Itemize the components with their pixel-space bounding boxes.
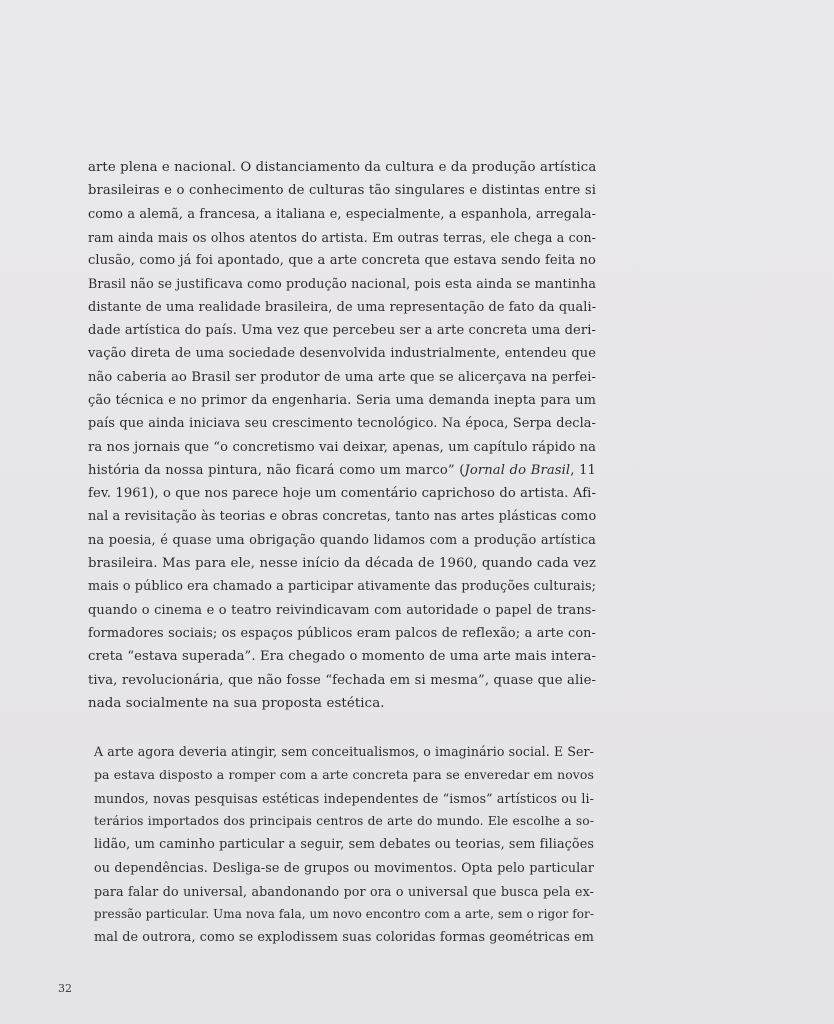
text-line: formadores sociais; os espaços públicos eram palcos de reflexão; a arte con-	[88, 625, 596, 641]
text-line: quando o cinema e o teatro reivindicavam com autoridade o papel de trans-	[88, 602, 596, 618]
text-line: vação direta de uma sociedade desenvolvida industrialmente, entendeu que	[88, 346, 596, 362]
line-text: história da nossa pintura, não ficará como um marco” (	[88, 462, 465, 478]
text-line: ra nos jornais que “o concretismo vai deixar, apenas, um capítulo rápido na	[88, 439, 596, 455]
text-line: fev. 1961), o que nos parece hoje um comentário caprichoso do artista. Afi-	[88, 486, 597, 502]
text-line: mundos, novas pesquisas estéticas independentes de “ismos” artísticos ou li-	[94, 790, 594, 806]
text-line: tiva, revolucionária, que não fosse “fechada em si mesma”, quase que alie-	[88, 672, 596, 688]
text-line: pressão particular. Uma nova fala, um novo encontro com a arte, sem o rigor for-	[94, 907, 594, 922]
text-line: creta “estava superada”. Era chegado o momento de uma arte mais intera-	[88, 649, 596, 665]
text-line: mal de outrora, como se explodissem suas coloridas formas geométricas em	[94, 930, 594, 946]
text-line: Brasil não se justificava como produção nacional, pois esta ainda se mantinha	[88, 276, 596, 292]
text-line: pa estava disposto a romper com a arte concreta para se enveredar em novos	[94, 767, 594, 783]
page-number: 32	[58, 982, 72, 995]
text-line: dade artística do país. Uma vez que percebeu ser a arte concreta uma deri-	[88, 323, 596, 339]
text-line: nada socialmente na sua proposta estética.	[88, 695, 385, 711]
text-line: nal a revisitação às teorias e obras concretas, tanto nas artes plásticas como	[88, 509, 597, 525]
text-line: não caberia ao Brasil ser produtor de uma arte que se alicerçava na perfei-	[88, 369, 596, 385]
text-line: clusão, como já foi apontado, que a arte concreta que estava sendo feita no	[88, 253, 596, 269]
text-line: país que ainda iniciava seu crescimento tecnológico. Na época, Serpa decla-	[88, 416, 596, 432]
text-line: arte plena e nacional. O distanciamento da cultura e da produção artística	[88, 160, 597, 175]
text-line: brasileiras e o conhecimento de culturas tão singulares e distintas entre si	[88, 183, 596, 199]
text-line: como a alemã, a francesa, a italiana e, especialmente, a espanhola, arregala-	[88, 206, 596, 222]
text-line: para falar do universal, abandonando por ora o universal que busca pela ex-	[94, 883, 594, 899]
text-line: terários importados dos principais centros de arte do mundo. Ele escolhe a so-	[94, 813, 594, 828]
text-line: brasileira. Mas para ele, nesse início da década de 1960, quando cada vez	[88, 556, 596, 572]
text-line: ção técnica e no primor da engenharia. Seria uma demanda inepta para um	[88, 392, 596, 408]
text-line: distante de uma realidade brasileira, de uma representação de fato da quali-	[88, 299, 597, 315]
paragraph-2	[94, 740, 594, 950]
text-line: mais o público era chamado a participar ativamente das produções culturais;	[88, 579, 597, 595]
italic-citation: Jornal do Brasil	[464, 462, 571, 478]
text-line: ou dependências. Desliga-se de grupos ou movimentos. Opta pelo particular	[94, 860, 594, 876]
text-line-with-citation	[88, 459, 596, 482]
text-line: A arte agora deveria atingir, sem conceitualismos, o imaginário social. E Ser-	[94, 744, 594, 759]
paragraph-1	[88, 156, 596, 715]
text-line: na poesia, é quase uma obrigação quando lidamos com a produção artística	[88, 532, 596, 548]
text-line: lidão, um caminho particular a seguir, sem debates ou teorias, sem filiações	[94, 837, 594, 853]
line-text-tail: , 11	[570, 462, 596, 478]
text-line: ram ainda mais os olhos atentos do artista. Em outras terras, ele chega a con-	[88, 229, 596, 245]
